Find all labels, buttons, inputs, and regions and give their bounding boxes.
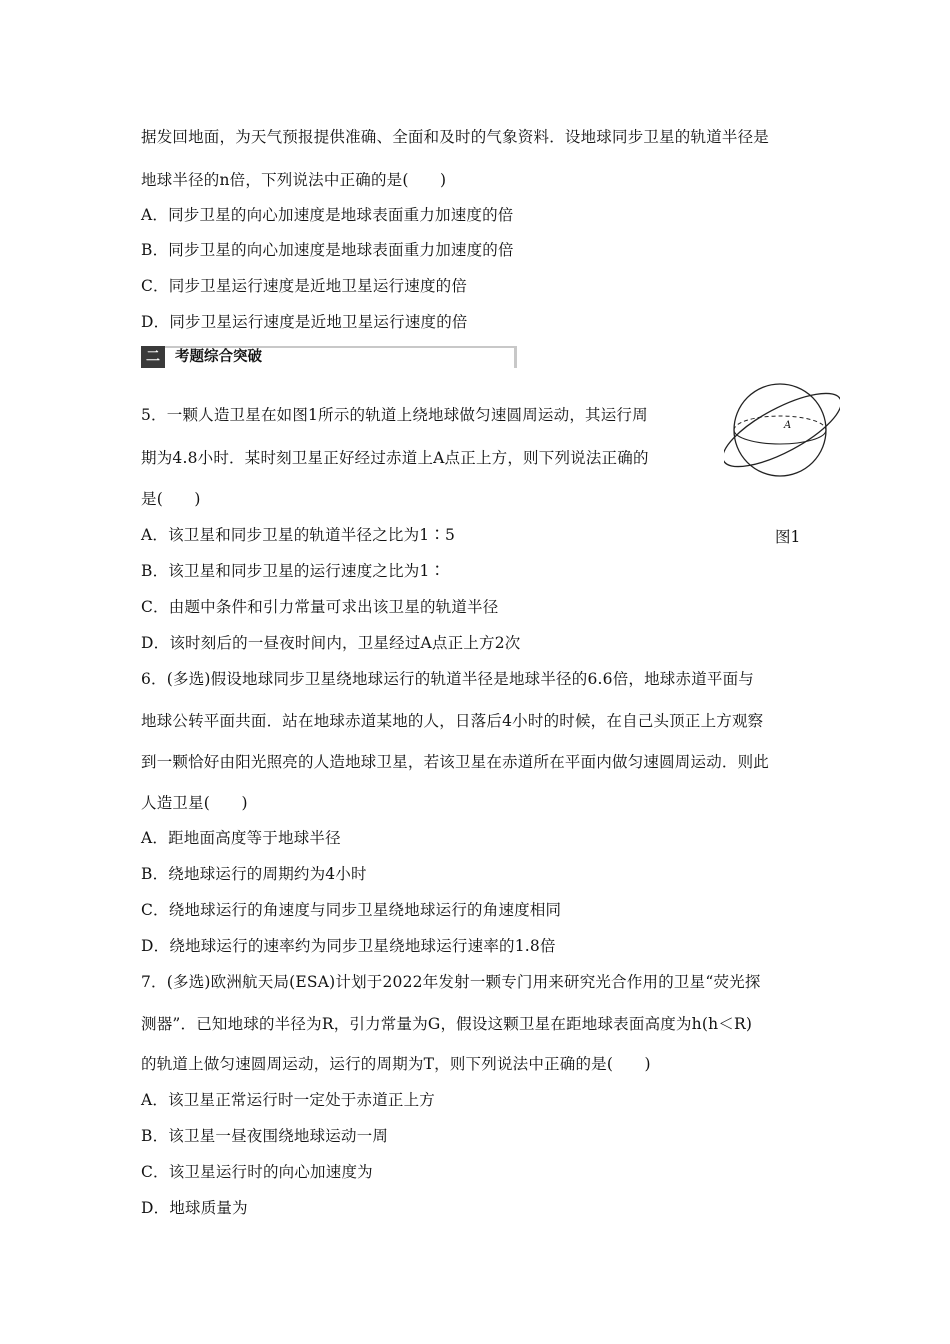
question-6-line: 地球公转平面共面．站在地球赤道某地的人，日落后4小时的时候，在自己头顶正上方观察 xyxy=(141,712,764,730)
option-line: A．该卫星正常运行时一定处于赤道正上方 xyxy=(141,1091,435,1109)
question-6-line: 到一颗恰好由阳光照亮的人造地球卫星，若该卫星在赤道所在平面内做匀速圆周运动．则此 xyxy=(141,753,770,771)
question-6-line: 人造卫星( ) xyxy=(141,794,248,812)
option-line: C．绕地球运行的角速度与同步卫星绕地球运行的角速度相同 xyxy=(141,901,562,919)
option-line: B．同步卫星的向心加速度是地球表面重力加速度的倍 xyxy=(141,241,514,259)
option-line: D．同步卫星运行速度是近地卫星运行速度的倍 xyxy=(141,313,468,331)
option-line: A．同步卫星的向心加速度是地球表面重力加速度的倍 xyxy=(141,206,514,224)
question-5-line: 期为4.8小时．某时刻卫星正好经过赤道上A点正上方，则下列说法正确的 xyxy=(141,449,649,467)
question-5-line: 是( ) xyxy=(141,490,201,508)
option-line: A．距地面高度等于地球半径 xyxy=(141,829,341,847)
equator-back xyxy=(734,416,826,430)
question-7-line: 测器”．已知地球的半径为R，引力常量为G，假设这颗卫星在距地球表面高度为h(h＜R) xyxy=(141,1015,753,1033)
section-header xyxy=(141,346,517,368)
option-line: D．地球质量为 xyxy=(141,1199,248,1217)
option-line: C．由题中条件和引力常量可求出该卫星的轨道半径 xyxy=(141,598,499,616)
option-line: C．该卫星运行时的向心加速度为 xyxy=(141,1163,373,1181)
option-line: D．该时刻后的一昼夜时间内，卫星经过A点正上方2次 xyxy=(141,634,521,652)
point-a-label: A xyxy=(784,420,792,431)
option-line: C．同步卫星运行速度是近地卫星运行速度的倍 xyxy=(141,277,468,295)
option-line: B．该卫星和同步卫星的运行速度之比为1∶ xyxy=(141,562,446,580)
orbit-figure xyxy=(724,372,840,488)
section-rule-end xyxy=(514,346,517,368)
option-line: B．该卫星一昼夜围绕地球运动一周 xyxy=(141,1127,389,1145)
question-6-line: 6．(多选)假设地球同步卫星绕地球运行的轨道半径是地球半径的6.6倍，地球赤道平面与 xyxy=(141,670,755,688)
question-5-line: 5．一颗人造卫星在如图1所示的轨道上绕地球做匀速圆周运动，其运行周 xyxy=(141,406,648,424)
question-7-line: 的轨道上做匀速圆周运动，运行的周期为T，则下列说法中正确的是( ) xyxy=(141,1055,651,1073)
option-line: D．绕地球运行的速率约为同步卫星绕地球运行速率的1.8倍 xyxy=(141,937,556,955)
orbit-ellipse xyxy=(724,380,840,481)
earth-circle xyxy=(734,384,826,476)
section-title: 考题综合突破 xyxy=(175,349,262,365)
text-line: 据发回地面，为天气预报提供准确、全面和及时的气象资料．设地球同步卫星的轨道半径是 xyxy=(141,128,770,146)
section-number: 二 xyxy=(141,346,165,368)
option-line: B．绕地球运行的周期约为4小时 xyxy=(141,865,367,883)
question-7-line: 7．(多选)欧洲航天局(ESA)计划于2022年发射一颗专门用来研究光合作用的卫星“荧光探 xyxy=(141,973,761,991)
text-line: 地球半径的n倍，下列说法中正确的是( ) xyxy=(141,171,447,189)
option-line: A．该卫星和同步卫星的轨道半径之比为1∶5 xyxy=(141,526,456,544)
figure-caption: 图1 xyxy=(775,528,801,546)
